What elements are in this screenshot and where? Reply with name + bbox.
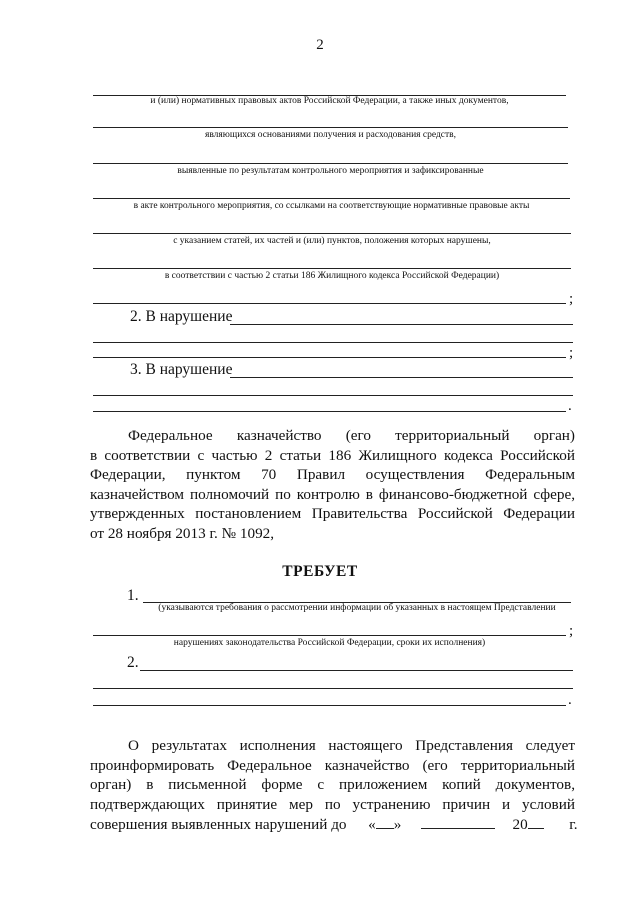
year-suffix: г. xyxy=(569,816,578,833)
fill-line xyxy=(93,357,566,358)
reporting-paragraph xyxy=(90,736,575,814)
legal-basis-paragraph xyxy=(90,426,575,543)
fill-line xyxy=(230,377,573,378)
caption-text: и (или) нормативных правовых актов Российской Федерации, а также иных документов, xyxy=(150,96,509,106)
paragraph-line: утвержденных постановлением Правительства Российской Федерации xyxy=(90,505,575,522)
fill-line xyxy=(93,163,568,164)
fill-line xyxy=(93,268,571,269)
caption-text: являющихся основаниями получения и расходования средств, xyxy=(204,130,457,140)
paragraph-line: подтверждающих принятие мер по устранению причин и условий xyxy=(90,795,575,813)
caption-text: (указываются требования о рассмотрении информации об указанных в настоящем Представлении xyxy=(158,603,556,613)
fill-line xyxy=(93,688,573,689)
caption-text: нарушениях законодательства Российской Федерации, сроки их исполнения) xyxy=(173,638,486,648)
fill-line xyxy=(230,324,573,325)
day-field[interactable] xyxy=(376,814,394,829)
page-number: 2 xyxy=(316,37,324,53)
semicolon: ; xyxy=(569,345,574,361)
fill-line xyxy=(93,303,566,304)
period: . xyxy=(568,692,572,708)
requirement-heading: ТРЕБУЕТ xyxy=(282,563,358,580)
fill-line xyxy=(93,395,573,396)
fill-line xyxy=(93,233,571,234)
paragraph-line: казначейством полномочий по контролю в финансово-бюджетной сфере, xyxy=(90,485,575,503)
open-quote: « xyxy=(368,816,376,833)
year-field[interactable] xyxy=(528,814,544,829)
deadline-line xyxy=(90,814,578,835)
caption-text: с указанием статей, их частей и (или) пунктов, положения которых нарушены, xyxy=(173,236,491,246)
fill-line xyxy=(93,411,566,412)
paragraph-line: Федеральное казначейство (его территориальный орган) xyxy=(128,427,575,444)
year-prefix: 20 xyxy=(512,816,528,833)
paragraph-line: в соответствии с частью 2 статьи 186 Жилищного кодекса Российской xyxy=(90,446,575,464)
requirement-item-2-label: 2. xyxy=(127,654,139,671)
violation-item-2-label: 2. В нарушение xyxy=(130,308,233,325)
caption-text: в соответствии с частью 2 статьи 186 Жилищного кодекса Российской Федерации) xyxy=(164,271,500,281)
paragraph-line: Федерации, пунктом 70 Правил осуществления Федеральным xyxy=(90,466,575,483)
month-field[interactable] xyxy=(421,814,495,829)
paragraph-line: орган) в письменной форме с приложением копий документов, xyxy=(90,776,575,793)
period: . xyxy=(568,398,572,414)
fill-line xyxy=(93,127,568,128)
close-quote: » xyxy=(393,816,402,833)
requirement-item-1-label: 1. xyxy=(127,587,139,604)
paragraph-line: О результатах исполнения настоящего Представления следует xyxy=(128,737,575,754)
fill-line xyxy=(93,198,570,199)
fill-line xyxy=(140,670,573,671)
caption-text: в акте контрольного мероприятия, со ссылками на соответствующие нормативные правовые акты xyxy=(133,201,530,211)
semicolon: ; xyxy=(569,291,574,307)
semicolon: ; xyxy=(569,623,574,639)
fill-line xyxy=(93,342,573,343)
violation-item-3-label: 3. В нарушение xyxy=(130,361,233,378)
deadline-text: совершения выявленных нарушений до xyxy=(90,816,347,833)
fill-line xyxy=(93,635,566,636)
fill-line xyxy=(93,705,566,706)
paragraph-line: проинформировать Федеральное казначейство (его территориальный xyxy=(90,756,575,774)
paragraph-line: от 28 ноября 2013 г. № 1092, xyxy=(90,524,275,542)
caption-text: выявленные по результатам контрольного мероприятия и зафиксированные xyxy=(177,166,484,176)
